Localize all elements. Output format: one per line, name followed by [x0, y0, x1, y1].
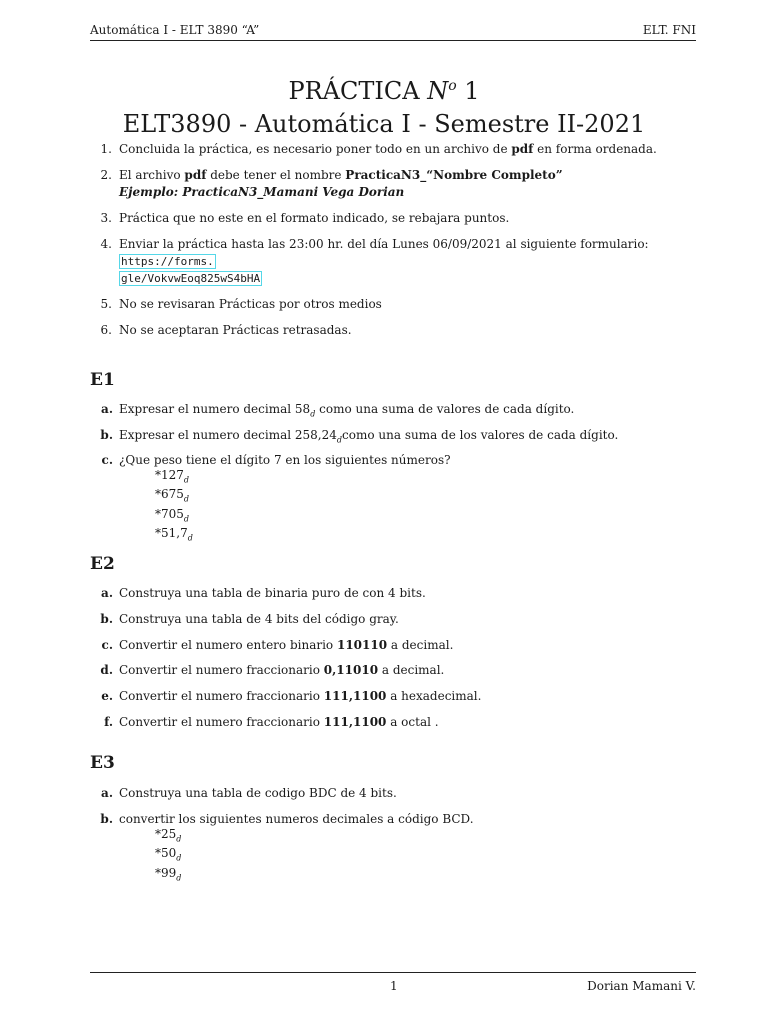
item-number: 4. — [100, 237, 112, 251]
filename-example: Ejemplo: PracticaN3_Mamani Vega Dorian — [119, 185, 405, 199]
item-bold: pdf — [184, 168, 207, 182]
item-text: Práctica que no este en el formato indicado, se rebajara puntos. — [119, 211, 510, 225]
question-label: e. — [101, 689, 113, 703]
item-text: en forma ordenada. — [533, 142, 657, 156]
title-line-2: ELT3890 - Automática I - Semestre II-2021 — [122, 110, 646, 138]
number-list-e3 — [155, 827, 181, 885]
list-item: $*675_d$ — [155, 487, 190, 504]
item-number: 5. — [100, 297, 112, 311]
question-text: Convertir el numero fraccionario 111,1100 a octal . — [119, 715, 439, 729]
instructions-list — [90, 141, 700, 348]
question-label: b. — [100, 812, 113, 826]
list-item: $*127_d$ — [155, 468, 190, 485]
question-label: c. — [101, 453, 113, 467]
item-text: debe tener el nombre — [206, 168, 346, 182]
form-link[interactable]: https://forms. — [121, 255, 214, 268]
footer-author: Dorian Mamani V. — [587, 979, 696, 993]
page-title — [0, 70, 768, 141]
header-faculty: ELT. FNI — [642, 23, 696, 37]
question-label: f. — [104, 715, 113, 729]
item-text: No se aceptaran Prácticas retrasadas. — [119, 323, 352, 337]
list-item: $*51,7_d$ — [155, 526, 193, 543]
title-practica: PRÁCTICA — [288, 77, 428, 105]
list-item: $*99_d$ — [155, 865, 182, 883]
question-label: c. — [101, 638, 113, 652]
question-text: Convertir el numero entero binario 110110 a decimal. — [119, 638, 454, 652]
title-line-1 — [0, 70, 768, 108]
title-n: N — [427, 77, 449, 105]
item-number: 2. — [100, 168, 112, 182]
item-text: Enviar la práctica hasta las 23:00 hr. del día Lunes 06/09/2021 al siguiente formulario: — [119, 237, 649, 251]
list-item — [90, 322, 700, 339]
list-item — [90, 236, 700, 287]
question-text: Construya una tabla de codigo BDC de 4 bits. — [119, 786, 397, 800]
section-heading-e2: E2 — [90, 554, 115, 574]
question-label: b. — [100, 428, 113, 442]
list-item: $*25_d$ — [155, 827, 182, 844]
item-bold: pdf — [511, 142, 534, 156]
title-sup: o — [448, 78, 457, 94]
list-item — [90, 167, 700, 201]
question-label: b. — [100, 612, 113, 626]
question-label: a. — [101, 586, 113, 600]
list-item: $*705_d$ — [155, 506, 190, 524]
list-item — [90, 210, 700, 227]
running-header — [90, 22, 696, 41]
section-heading-e3: E3 — [90, 753, 115, 773]
question-text: ¿Que peso tiene el dígito 7 en los siguientes números? — [119, 453, 451, 467]
list-item: $*50_d$ — [155, 846, 182, 863]
list-item — [90, 141, 700, 158]
section-heading-e1: E1 — [90, 370, 115, 390]
item-text: Concluida la práctica, es necesario poner todo en un archivo de — [119, 142, 512, 156]
title-number: 1 — [456, 77, 480, 105]
question-label: a. — [101, 786, 113, 800]
question-text: Construya una tabla de binaria puro de con 4 bits. — [119, 586, 426, 600]
question-text: Convertir el numero fraccionario 111,1100 a hexadecimal. — [119, 689, 482, 703]
question-text: Construya una tabla de 4 bits del código gray. — [119, 612, 399, 626]
header-course: Automática I - ELT 3890 “A” — [90, 23, 260, 37]
item-number: 6. — [100, 323, 112, 337]
question-text: Convertir el numero fraccionario 0,11010 a decimal. — [119, 663, 445, 677]
list-item — [90, 296, 700, 313]
number-list-e1 — [155, 468, 193, 546]
item-text: El archivo — [119, 168, 185, 182]
question-text: convertir los siguientes numeros decimales a código BCD. — [119, 812, 474, 826]
question-label: d. — [100, 663, 113, 677]
item-bold: PracticaN3_“Nombre Completo” — [345, 168, 563, 182]
page-number: 1 — [390, 979, 398, 993]
page-footer — [90, 972, 696, 993]
question-text: Expresar el numero decimal $258,24_dcomo$ una suma de los valores de cada dígito. — [119, 428, 619, 445]
item-number: 3. — [100, 211, 112, 225]
question-text: Expresar el numero decimal $58_d$ como una suma de valores de cada dígito. — [119, 402, 575, 419]
item-text: No se revisaran Prácticas por otros medios — [119, 297, 382, 311]
question-label: a. — [101, 402, 113, 416]
form-link-continued[interactable]: gle/VokvwEoq825wS4bHA — [121, 272, 261, 285]
item-number: 1. — [100, 142, 112, 156]
